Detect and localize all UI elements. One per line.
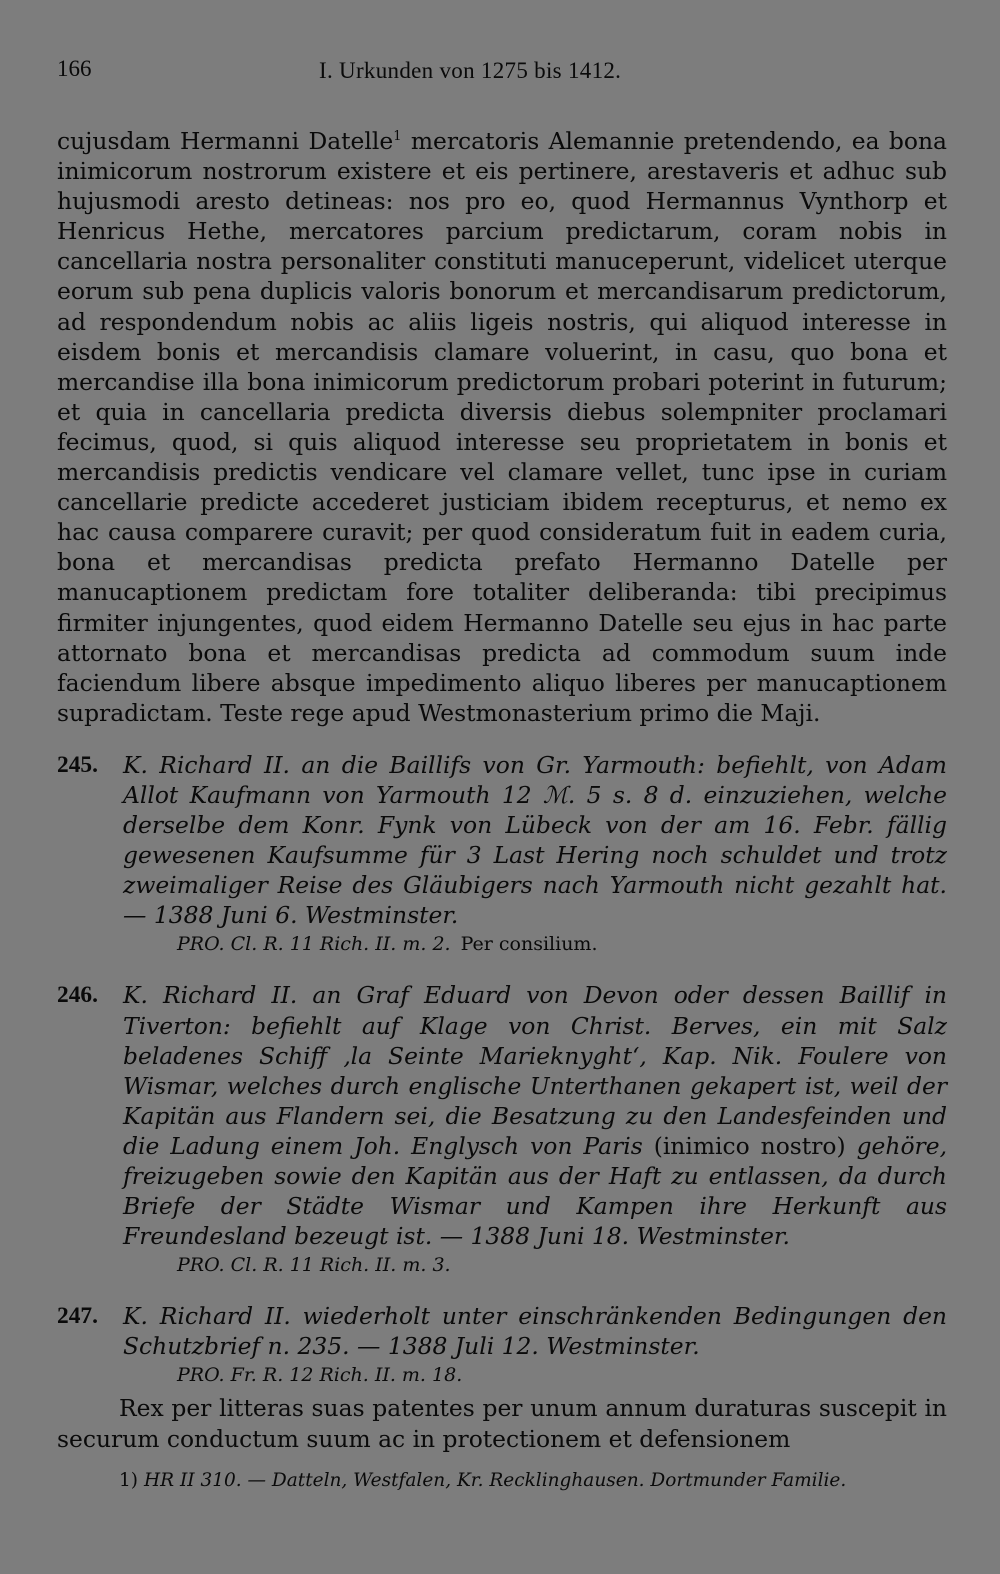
footnote-text: HR II 310. — Datteln, Westfalen, Kr. Recklinghausen. Dortmunder Familie. xyxy=(144,1469,847,1491)
entry-summary: K. Richard II. wiederholt unter einschränkenden Bedingungen den Schutzbrief n. 235. — 1388 Juli 12. Westminster. xyxy=(123,1302,947,1361)
entry-247 xyxy=(57,1301,947,1453)
entry-summary: K. Richard II. an die Baillifs von Gr. Yarmouth: befiehlt, von Adam Allot Kaufmann von Yarmouth 12 ℳ. 5 s. 8 d. einzuziehen, welche derselbe dem Konr. Fynk von Lübeck von der am 16. Febr. fällig gewesenen Kaufsumme für 3 Last Hering noch schuldet und trotz zweimaliger Reise des Gläubigers nach Yarmouth nicht gezahlt hat. — 1388 Juni 6. Westminster. xyxy=(123,750,947,930)
entry-245 xyxy=(57,750,947,959)
continuation-rest: mercatoris Alemannie pretendendo, ea bona inimicorum nostrorum existere et eis pertinere, arestaveris et adhuc sub hujusmodi aresto detineas: nos pro eo, quod Hermannus Vynthorp et Henricus Hethe, mercatores parcium predictarum, coram nobis in cancellaria nostra personaliter constituti manuceperunt, videlicet uterque eorum sub pena duplicis valoris bonorum et mercandisarum predictorum, ad respondendum nobis ac aliis ligeis nostris, qui aliquod interesse in eisdem bonis et mercandisis clamare voluerint, in casu, quo bona et mercandise illa bona inimicorum predictorum probari poterint in futurum; et quia in cancellaria predicta diversis diebus solempniter proclamari fecimus, quod, si quis aliquod interesse seu proprietatem in bonis et mercandisis predictis vendicare vel clamare vellet, tunc ipse in curiam cancellarie predicte accederet justiciam ibidem recepturus, et nemo ex hac causa comparere curavit; per quod consideratum fuit in eadem curia, bona et mercandisas predicta prefato Hermanno Datelle per manucaptionem predictam fore totaliter deliberanda: tibi precipimus firmiter injungentes, quod eidem Hermanno Datelle seu ejus in hac parte attornato bona et mercandisas predicta ad commodum suum inde faciendum libere absque impedimento aliquo liberes per manucaptionem supradictam. Teste rege apud Westmonasterium primo die Maji. xyxy=(57,127,947,727)
source-citation: PRO. Cl. R. 11 Rich. II. m. 3. xyxy=(177,1254,451,1277)
page-number: 166 xyxy=(57,56,92,81)
entry-text: Rex per litteras suas patentes per unum annum duraturas suscepit in securum conductum suum ac in protectionem et defensionem xyxy=(57,1394,947,1453)
entry-number: 247. xyxy=(57,1303,98,1330)
continuation-start: cujusdam Hermanni Datelle xyxy=(57,127,394,155)
running-title: I. Urkunden von 1275 bis 1412. xyxy=(319,58,622,83)
entry-number: 245. xyxy=(57,751,98,778)
page-header xyxy=(57,56,947,96)
continuation-paragraph xyxy=(57,126,947,728)
entry-246 xyxy=(57,980,947,1279)
footnote-reference: 1 xyxy=(393,129,402,145)
entry-source xyxy=(177,930,947,958)
entry-source xyxy=(177,1361,947,1389)
summary-latin-insert: (inimico nostro) xyxy=(653,1131,846,1160)
source-citation: PRO. Cl. R. 11 Rich. II. m. 2. xyxy=(177,933,451,956)
entry-number: 246. xyxy=(57,982,98,1009)
source-citation: PRO. Fr. R. 12 Rich. II. m. 18. xyxy=(177,1364,463,1387)
summary-part: gehöre, freizugeben sowie den Kapitän aus der Haft zu entlassen, da durch Briefe der Städte Wismar und Kampen ihre Herkunft aus Freundesland bezeugt ist. — 1388 Juni 18. Westminster. xyxy=(123,1131,948,1251)
source-note: Per consilium. xyxy=(460,933,598,956)
continuation-text xyxy=(57,126,947,728)
footnote-mark: 1) xyxy=(119,1469,138,1491)
footnote xyxy=(119,1468,947,1494)
summary-part: K. Richard II. an Graf Eduard von Devon oder dessen Baillif in Tiverton: befiehlt auf Klage von Christ. Berves, ein mit Salz beladenes Schiff ‚la Seinte Marieknyght‘, Kap. Nik. Foulere von Wismar, welches durch englische Unterthanen gekapert ist, weil der Kapitän aus Flandern sei, die Besatzung zu den Landesfeinden und die Ladung einem Joh. Englysch von Paris xyxy=(123,981,947,1160)
entry-source xyxy=(177,1251,947,1279)
entry-summary xyxy=(123,980,947,1251)
document-page xyxy=(57,56,947,1494)
